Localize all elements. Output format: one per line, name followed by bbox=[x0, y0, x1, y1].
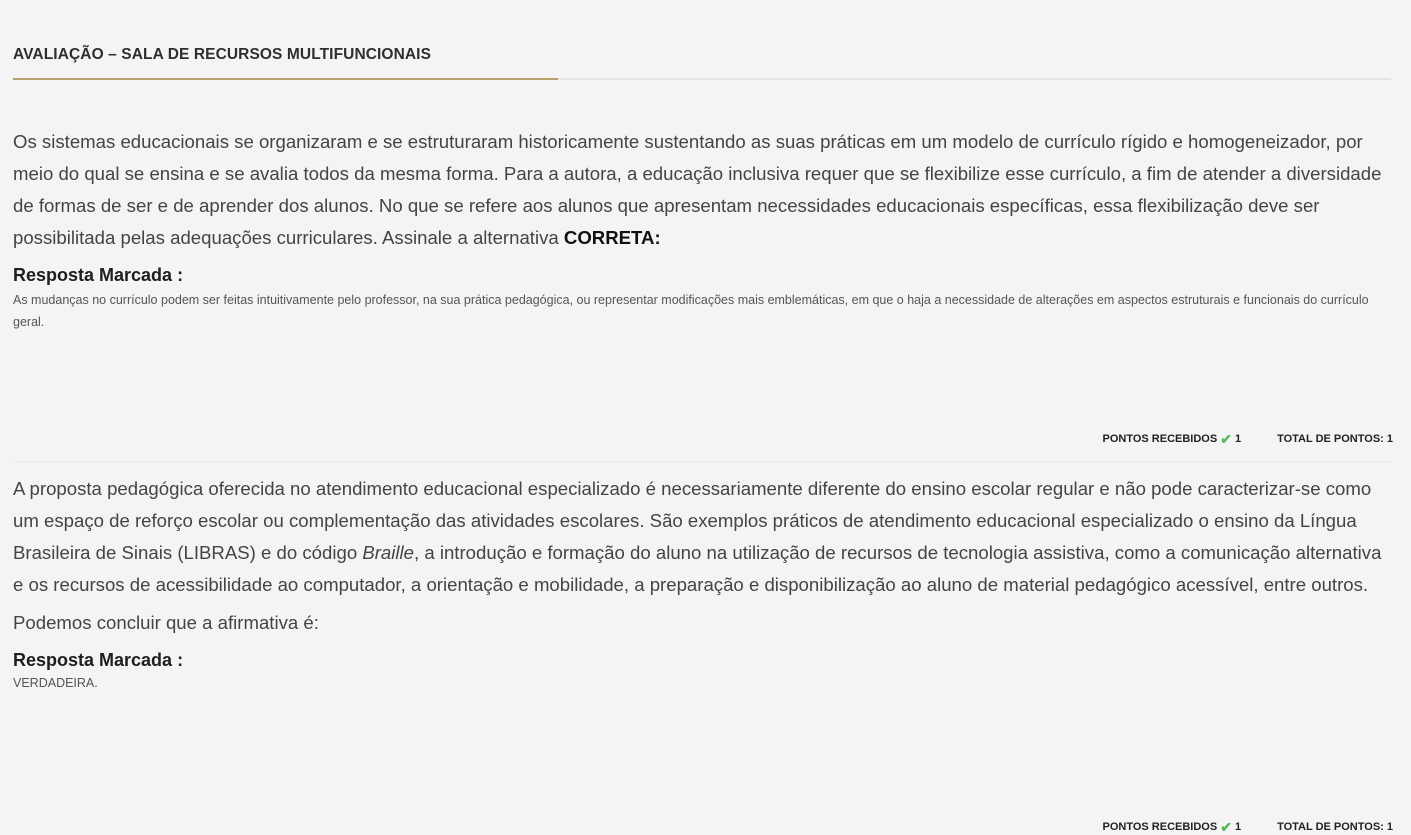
points-received-label: PONTOS RECEBIDOS bbox=[1102, 821, 1218, 833]
question-1-emphasis: CORRETA: bbox=[563, 227, 661, 248]
question-2 bbox=[13, 473, 1393, 694]
question-2-prompt: Podemos concluir que a afirmativa é: bbox=[13, 612, 319, 633]
question-divider bbox=[13, 461, 1391, 462]
points-received-label: PONTOS RECEBIDOS bbox=[1102, 433, 1218, 445]
question-1-text bbox=[13, 126, 1393, 254]
title-accent-bar bbox=[13, 78, 558, 80]
total-points: TOTAL DE PONTOS: 1 bbox=[1277, 433, 1393, 445]
question-2-answer-label: Resposta Marcada : bbox=[13, 650, 184, 670]
question-2-answer: VERDADEIRA. bbox=[13, 676, 98, 690]
question-2-statement-start: A proposta pedagógica oferecida no atendimento educacional especializado é necessariamente diferente do ensino escolar regular e não pode caracterizar-se como um espaço de reforço escolar ou complementação das atividades escolares. São exemplos práticos de atendimento educacional especializado o ensino da Língua Brasileira de Sinais (LIBRAS) e do código bbox=[13, 478, 1372, 563]
check-icon: ✔ bbox=[1220, 819, 1232, 835]
question-2-score bbox=[1102, 820, 1393, 834]
page-title: AVALIAÇÃO – SALA DE RECURSOS MULTIFUNCIONAIS bbox=[13, 46, 432, 63]
check-icon: ✔ bbox=[1220, 431, 1232, 447]
points-received-value: 1 bbox=[1234, 821, 1242, 833]
question-2-text bbox=[13, 473, 1393, 601]
question-1-score bbox=[1102, 432, 1393, 446]
question-2-italic-term: Braille bbox=[362, 542, 414, 563]
question-1-answer-label: Resposta Marcada : bbox=[13, 265, 184, 285]
page-header bbox=[13, 44, 1391, 80]
question-2-statement-end: , a introdução e formação do aluno na utilização de recursos de tecnologia assistiva, como a comunicação alternativa e os recursos de acessibilidade ao computador, a orientação e mobilidade, a preparação e disponibilização ao aluno de material pedagógico acessível, entre outros. bbox=[13, 542, 1382, 595]
title-divider bbox=[13, 78, 1391, 80]
total-points: TOTAL DE PONTOS: 1 bbox=[1277, 821, 1393, 833]
question-1-statement: Os sistemas educacionais se organizaram e se estruturaram historicamente sustentando as suas práticas em um modelo de currículo rígido e homogeneizador, por meio do qual se ensina e se avalia todos da mesma forma. Para a autora, a educação inclusiva requer que se flexibilize esse currículo, a fim de atender a diversidade de formas de ser e de aprender dos alunos. No que se refere aos alunos que apresentam necessidades educacionais específicas, essa flexibilização deve ser possibilitada pelas adequações curriculares. Assinale a alternativa bbox=[13, 131, 1382, 248]
points-received-value: 1 bbox=[1234, 433, 1242, 445]
question-1 bbox=[13, 126, 1393, 333]
question-1-answer: As mudanças no currículo podem ser feitas intuitivamente pelo professor, na sua prática pedagógica, ou representar modificações mais emblemáticas, em que o haja a necessidade de alterações em aspectos estruturais e funcionais do currículo geral. bbox=[13, 293, 1369, 329]
